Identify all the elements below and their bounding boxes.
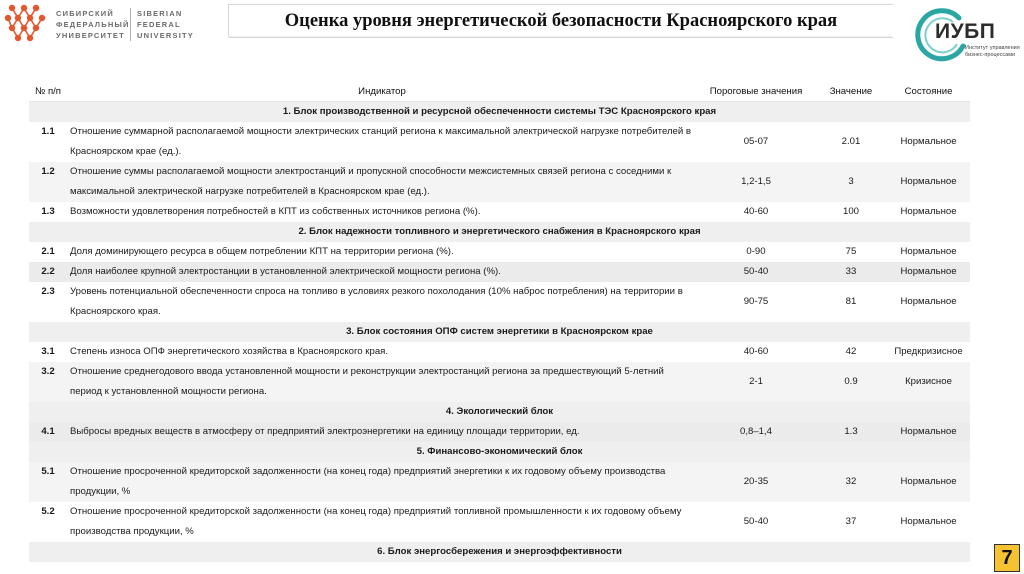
- row-value: 75: [815, 242, 887, 262]
- page-title: Оценка уровня энергетической безопасности Красноярского края: [284, 10, 838, 31]
- row-value: 100: [815, 202, 887, 222]
- section-title: 6. Блок энергосбережения и энергоэффективности: [29, 542, 970, 562]
- section-row: [29, 542, 970, 562]
- row-threshold: 0-90: [697, 242, 815, 262]
- row-threshold: 40-60: [697, 342, 815, 362]
- row-indicator: Выбросы вредных веществ в атмосферу от предприятий электроэнергетики на единицу площади территории, ед.: [67, 422, 697, 442]
- university-ru-line: СИБИРСКИЙ: [56, 9, 114, 18]
- row-value: 81: [815, 282, 887, 322]
- row-indicator: Отношение суммарной располагаемой мощности электрических станций региона к максимальной электрической нагрузке потребителей в Красноярском крае (ед.).: [67, 122, 697, 162]
- row-indicator: Отношение просроченной кредиторской задолженности (на конец года) предприятий топливной промышленности к их годовому объему производства продукции, %: [67, 502, 697, 542]
- section-row: [29, 402, 970, 422]
- university-ru-line: УНИВЕРСИТЕТ: [56, 31, 125, 40]
- university-en-line: SIBERIAN: [137, 9, 183, 18]
- row-value: 37: [815, 502, 887, 542]
- row-status: Нормальное: [887, 202, 970, 222]
- row-status: Нормальное: [887, 242, 970, 262]
- row-value: 0.9: [815, 362, 887, 402]
- row-threshold: 50-40: [697, 502, 815, 542]
- row-num: 3.2: [29, 362, 67, 402]
- section-title: 2. Блок надежности топливного и энергетического снабжения в Красноярского края: [29, 222, 970, 242]
- row-status: Нормальное: [887, 502, 970, 542]
- table-row: [29, 502, 970, 542]
- table-row: [29, 202, 970, 222]
- col-header-status: Состояние: [887, 81, 970, 102]
- row-num: 1.3: [29, 202, 67, 222]
- sfu-logo: [4, 2, 204, 46]
- row-cut-off: [29, 562, 970, 566]
- row-value: 3: [815, 162, 887, 202]
- col-header-threshold: Пороговые значения: [697, 81, 815, 102]
- row-num: 2.1: [29, 242, 67, 262]
- university-ru-line: ФЕДЕРАЛЬНЫЙ: [56, 20, 130, 29]
- row-status: Нормальное: [887, 422, 970, 442]
- section-row: [29, 442, 970, 462]
- indicators-table: [29, 81, 970, 566]
- row-indicator: Степень износа ОПФ энергетического хозяйства в Красноярского края.: [67, 342, 697, 362]
- row-value: 33: [815, 262, 887, 282]
- section-row: [29, 322, 970, 342]
- university-en-line: FEDERAL: [137, 20, 181, 29]
- row-num: 2.2: [29, 262, 67, 282]
- section-row: [29, 102, 970, 123]
- section-title: 1. Блок производственной и ресурсной обеспеченности системы ТЭС Красноярского края: [29, 102, 970, 123]
- row-status: Нормальное: [887, 462, 970, 502]
- row-indicator: Доля наиболее крупной электростанции в установленной электрической мощности региона (%).: [67, 262, 697, 282]
- row-indicator: Доля доминирующего ресурса в общем потреблении КПТ на территории региона (%).: [67, 242, 697, 262]
- row-threshold: 1,2-1,5: [697, 162, 815, 202]
- section-title: 3. Блок состояния ОПФ систем энергетики в Красноярском крае: [29, 322, 970, 342]
- row-indicator: Отношение просроченной кредиторской задолженности (на конец года) предприятий энергетики к их годовому объему производства продукции, %: [67, 462, 697, 502]
- row-num: 5.1: [29, 462, 67, 502]
- table-row: [29, 282, 970, 322]
- table-clip: [29, 81, 970, 566]
- row-num: 2.3: [29, 282, 67, 322]
- page-number-badge: 7: [994, 544, 1020, 572]
- row-num: 1.2: [29, 162, 67, 202]
- sfu-logo-icon: [4, 2, 50, 46]
- row-num: 5.2: [29, 502, 67, 542]
- row-value: 1.3: [815, 422, 887, 442]
- row-status: Нормальное: [887, 282, 970, 322]
- row-indicator: Отношение суммы располагаемой мощности электростанций и пропускной способности межсистемных связей региона с соседними к максимальной электрической нагрузке потребителей в Красноярском крае (ед.).: [67, 162, 697, 202]
- row-indicator: Возможности удовлетворения потребностей в КПТ из собственных источников региона (%).: [67, 202, 697, 222]
- table-row: [29, 262, 970, 282]
- title-divider: [228, 36, 892, 37]
- title-box: [228, 4, 893, 38]
- row-value: 42: [815, 342, 887, 362]
- table-row: [29, 242, 970, 262]
- row-num: 1.1: [29, 122, 67, 162]
- section-title: 4. Экологический блок: [29, 402, 970, 422]
- row-num: 3.1: [29, 342, 67, 362]
- row-threshold: 40-60: [697, 202, 815, 222]
- row-status: Кризисное: [887, 362, 970, 402]
- table-row: [29, 362, 970, 402]
- row-threshold: 05-07: [697, 122, 815, 162]
- university-en-line: UNIVERSITY: [137, 31, 195, 40]
- table-row: [29, 462, 970, 502]
- row-status: Нормальное: [887, 262, 970, 282]
- table-row: [29, 422, 970, 442]
- section-row: [29, 222, 970, 242]
- section-title: 5. Финансово-экономический блок: [29, 442, 970, 462]
- table-row: [29, 562, 970, 566]
- row-status: Нормальное: [887, 122, 970, 162]
- row-threshold: 20-35: [697, 462, 815, 502]
- row-threshold: 2-1: [697, 362, 815, 402]
- table-row: [29, 122, 970, 162]
- table-row: [29, 342, 970, 362]
- col-header-num: № п/п: [29, 81, 67, 102]
- row-indicator: Уровень потенциальной обеспеченности спроса на топливо в условиях резкого похолодания (10% наброс потребления) на территории в Красноярского края.: [67, 282, 697, 322]
- col-header-indicator: Индикатор: [67, 81, 697, 102]
- row-threshold: 0,8–1,4: [697, 422, 815, 442]
- row-value: 2.01: [815, 122, 887, 162]
- row-status: Нормальное: [887, 162, 970, 202]
- row-threshold: 50-40: [697, 262, 815, 282]
- col-header-value: Значение: [815, 81, 887, 102]
- table-row: [29, 162, 970, 202]
- row-status: Предкризисное: [887, 342, 970, 362]
- institute-full-name: Институт управления бизнес-процессами: [965, 45, 1020, 58]
- row-value: 32: [815, 462, 887, 502]
- institute-abbr: ИУБП: [935, 20, 996, 43]
- iubp-logo: [905, 6, 1020, 66]
- row-indicator: Отношение среднегодового ввода установленной мощности и реконструкции электростанций региона за предшествующий 5-летний период к установленной мощности региона.: [67, 362, 697, 402]
- table-header-row: [29, 81, 970, 102]
- row-threshold: 90-75: [697, 282, 815, 322]
- row-num: 4.1: [29, 422, 67, 442]
